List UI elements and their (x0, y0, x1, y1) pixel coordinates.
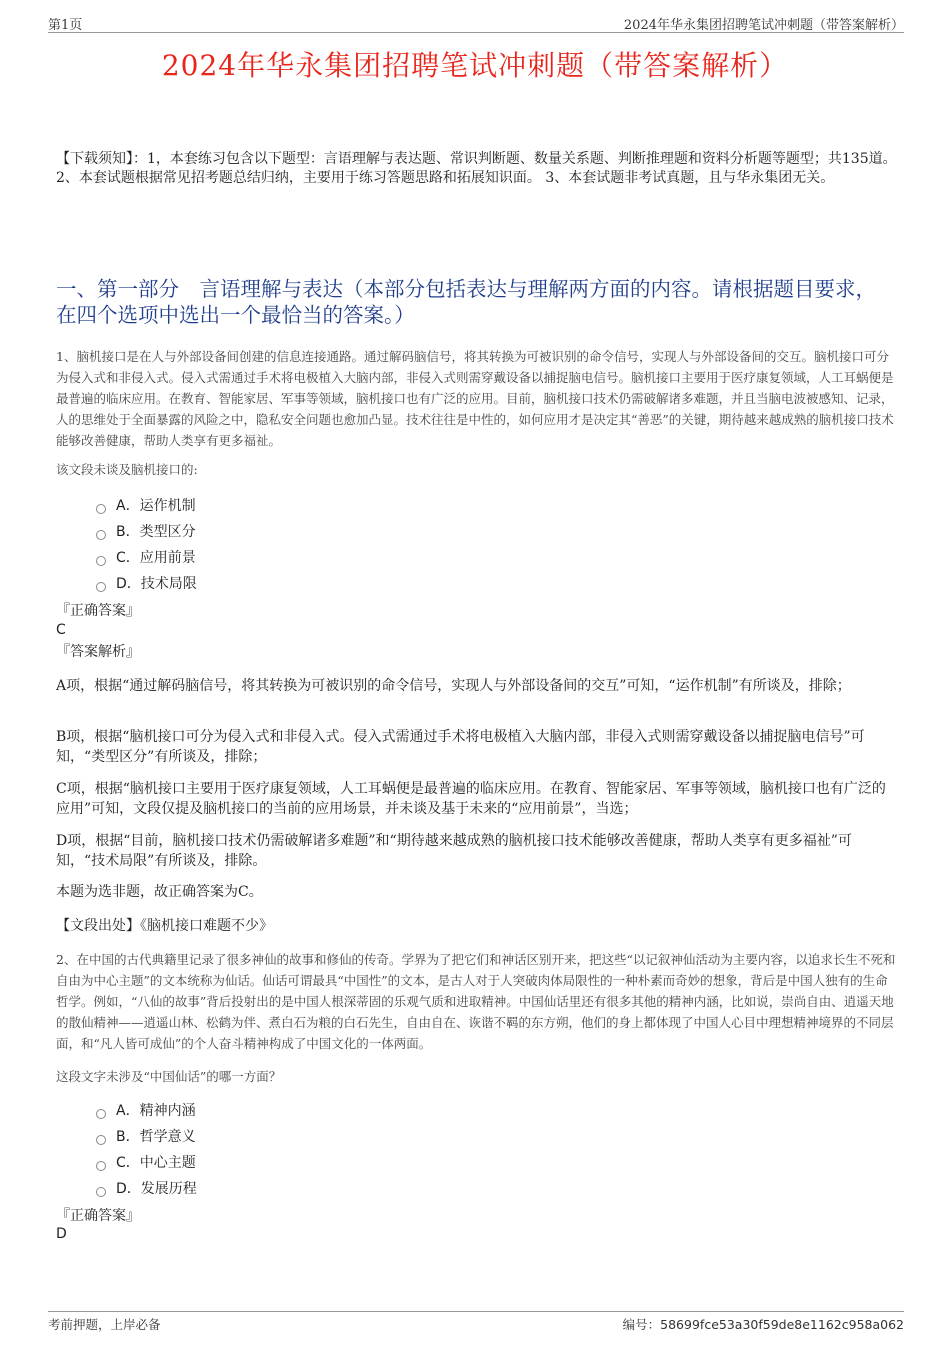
page-title: 2024年华永集团招聘笔试冲刺题（带答案解析） (161, 49, 789, 82)
q1-conclusion: 本题为选非题，故正确答案为C。 (56, 884, 263, 900)
q1-option-b[interactable]: B． 类型区分 (96, 519, 197, 545)
q1-explanation-d: D项，根据“目前，脑机接口技术仍需破解诸多难题”和“期待越来越成熟的脑机接口技术能够改善健康，帮助人类享有更多福祉”可知，“技术局限”有所谈及，排除。 (56, 833, 852, 869)
download-notice: 【下载须知】：1，本套练习包含以下题型：言语理解与表达题、常识判断题、数量关系题、判断推理题和资料分析题等题型；共135道。 2、本套试题根据常见招考题总结归纳，主要用于练习答题思路和拓展知识面。 3、本套试题非考试真题，且与华永集团无关。 (56, 151, 897, 186)
q1-options (96, 493, 197, 597)
radio-icon[interactable] (96, 556, 106, 566)
q1-answer-label: 『正确答案』 (56, 603, 140, 619)
q2-option-a[interactable]: A． 精神内涵 (96, 1098, 197, 1124)
q1-question: 该文段未谈及脑机接口的: (56, 462, 198, 477)
q2-answer: D (56, 1226, 67, 1242)
q1-passage: 1、脑机接口是在人与外部设备间创建的信息连接通路。通过解码脑信号，将其转换为可被识别的命令信号，实现人与外部设备间的交互。脑机接口可分为侵入式和非侵入式。侵入式需通过手术将电极植入大脑内部，非侵入式则需穿戴设备以捕捉脑电信号。脑机接口主要用于医疗康复领域，人工耳蜗便是最普遍的临床应用。在教育、智能家居、军事等领域，脑机接口也有广泛的应用。目前，脑机接口技术仍需破解诸多难题，并且当脑电波被感知、记录，人的思维处于全面暴露的风险之中，隐私安全问题也愈加凸显。技术往往是中性的，如何应用才是决定其“善恶”的关键，期待越来越成熟的脑机接口技术能够改善健康，帮助人类享有更多福祉。 (56, 349, 894, 448)
footer-slogan: 考前押题，上岸必备 (48, 1317, 161, 1332)
section-title: 一、第一部分 言语理解与表达（本部分包括表达与理解两方面的内容。请根据题目要求，在四个选项中选出一个最恰当的答案。） (56, 277, 876, 327)
q1-source: 【文段出处】《脑机接口难题不少》 (56, 918, 273, 934)
q2-passage: 2、在中国的古代典籍里记录了很多神仙的故事和修仙的传奇。学界为了把它们和神话区别开来，把这些“以记叙神仙活动为主要内容，以追求长生不死和自由为中心主题”的文本统称为仙话。仙话可谓最具“中国性”的文本，是古人对于人突破肉体局限性的一种朴素而奇妙的想象，背后是中国人独有的生命哲学。例如，“八仙的故事”背后投射出的是中国人根深蒂固的乐观气质和进取精神。中国仙话里还有很多其他的精神内涵，比如说，崇尚自由、逍遥天地的散仙精神——逍遥山林、松鹤为伴、煮白石为粮的白石先生，自由自在、诙谐不羁的东方朔，他们的身上都体现了中国人心目中理想精神境界的不同层面，和“凡人皆可成仙”的个人奋斗精神构成了中国文化的一体两面。 (56, 952, 896, 1051)
q2-option-c[interactable]: C． 中心主题 (96, 1150, 197, 1176)
q2-options (96, 1098, 197, 1202)
radio-icon[interactable] (96, 1135, 106, 1145)
q1-explanation-b: B项，根据“脑机接口可分为侵入式和非侵入式。侵入式需通过手术将电极植入大脑内部，非侵入式则需穿戴设备以捕捉脑电信号”可知，“类型区分”有所谈及，排除； (56, 729, 865, 765)
q1-option-c[interactable]: C． 应用前景 (96, 545, 197, 571)
q2-option-d[interactable]: D． 发展历程 (96, 1176, 197, 1202)
q2-answer-label: 『正确答案』 (56, 1208, 140, 1224)
footer-code: 编号：58699fce53a30f59de8e1162c958a062 (622, 1317, 904, 1332)
radio-icon[interactable] (96, 530, 106, 540)
radio-icon[interactable] (96, 582, 106, 592)
page-header (48, 12, 904, 33)
q1-explanation-c: C项，根据“脑机接口主要用于医疗康复领域，人工耳蜗便是最普遍的临床应用。在教育、智能家居、军事等领域，脑机接口也有广泛的应用”可知，文段仅提及脑机接口的当前的应用场景，并未谈及基于未来的“应用前景”，当选； (56, 781, 886, 817)
radio-icon[interactable] (96, 1109, 106, 1119)
q2-question: 这段文字未涉及“中国仙话”的哪一方面？ (56, 1069, 282, 1084)
header-doc-title: 2024年华永集团招聘笔试冲刺题（带答案解析） (623, 18, 904, 33)
q1-option-d[interactable]: D． 技术局限 (96, 571, 197, 597)
q1-option-a[interactable]: A． 运作机制 (96, 493, 197, 519)
page-number: 第1页 (48, 18, 83, 33)
q2-option-b[interactable]: B． 哲学意义 (96, 1124, 197, 1150)
q1-analysis-label: 『答案解析』 (56, 644, 140, 660)
q1-explanation-a: A项，根据“通过解码脑信号，将其转换为可被识别的命令信号，实现人与外部设备间的交互”可知，“运作机制”有所谈及，排除； (56, 678, 851, 694)
radio-icon[interactable] (96, 1187, 106, 1197)
radio-icon[interactable] (96, 1161, 106, 1171)
q1-answer: C (56, 622, 66, 638)
radio-icon[interactable] (96, 504, 106, 514)
page-footer (48, 1311, 904, 1336)
